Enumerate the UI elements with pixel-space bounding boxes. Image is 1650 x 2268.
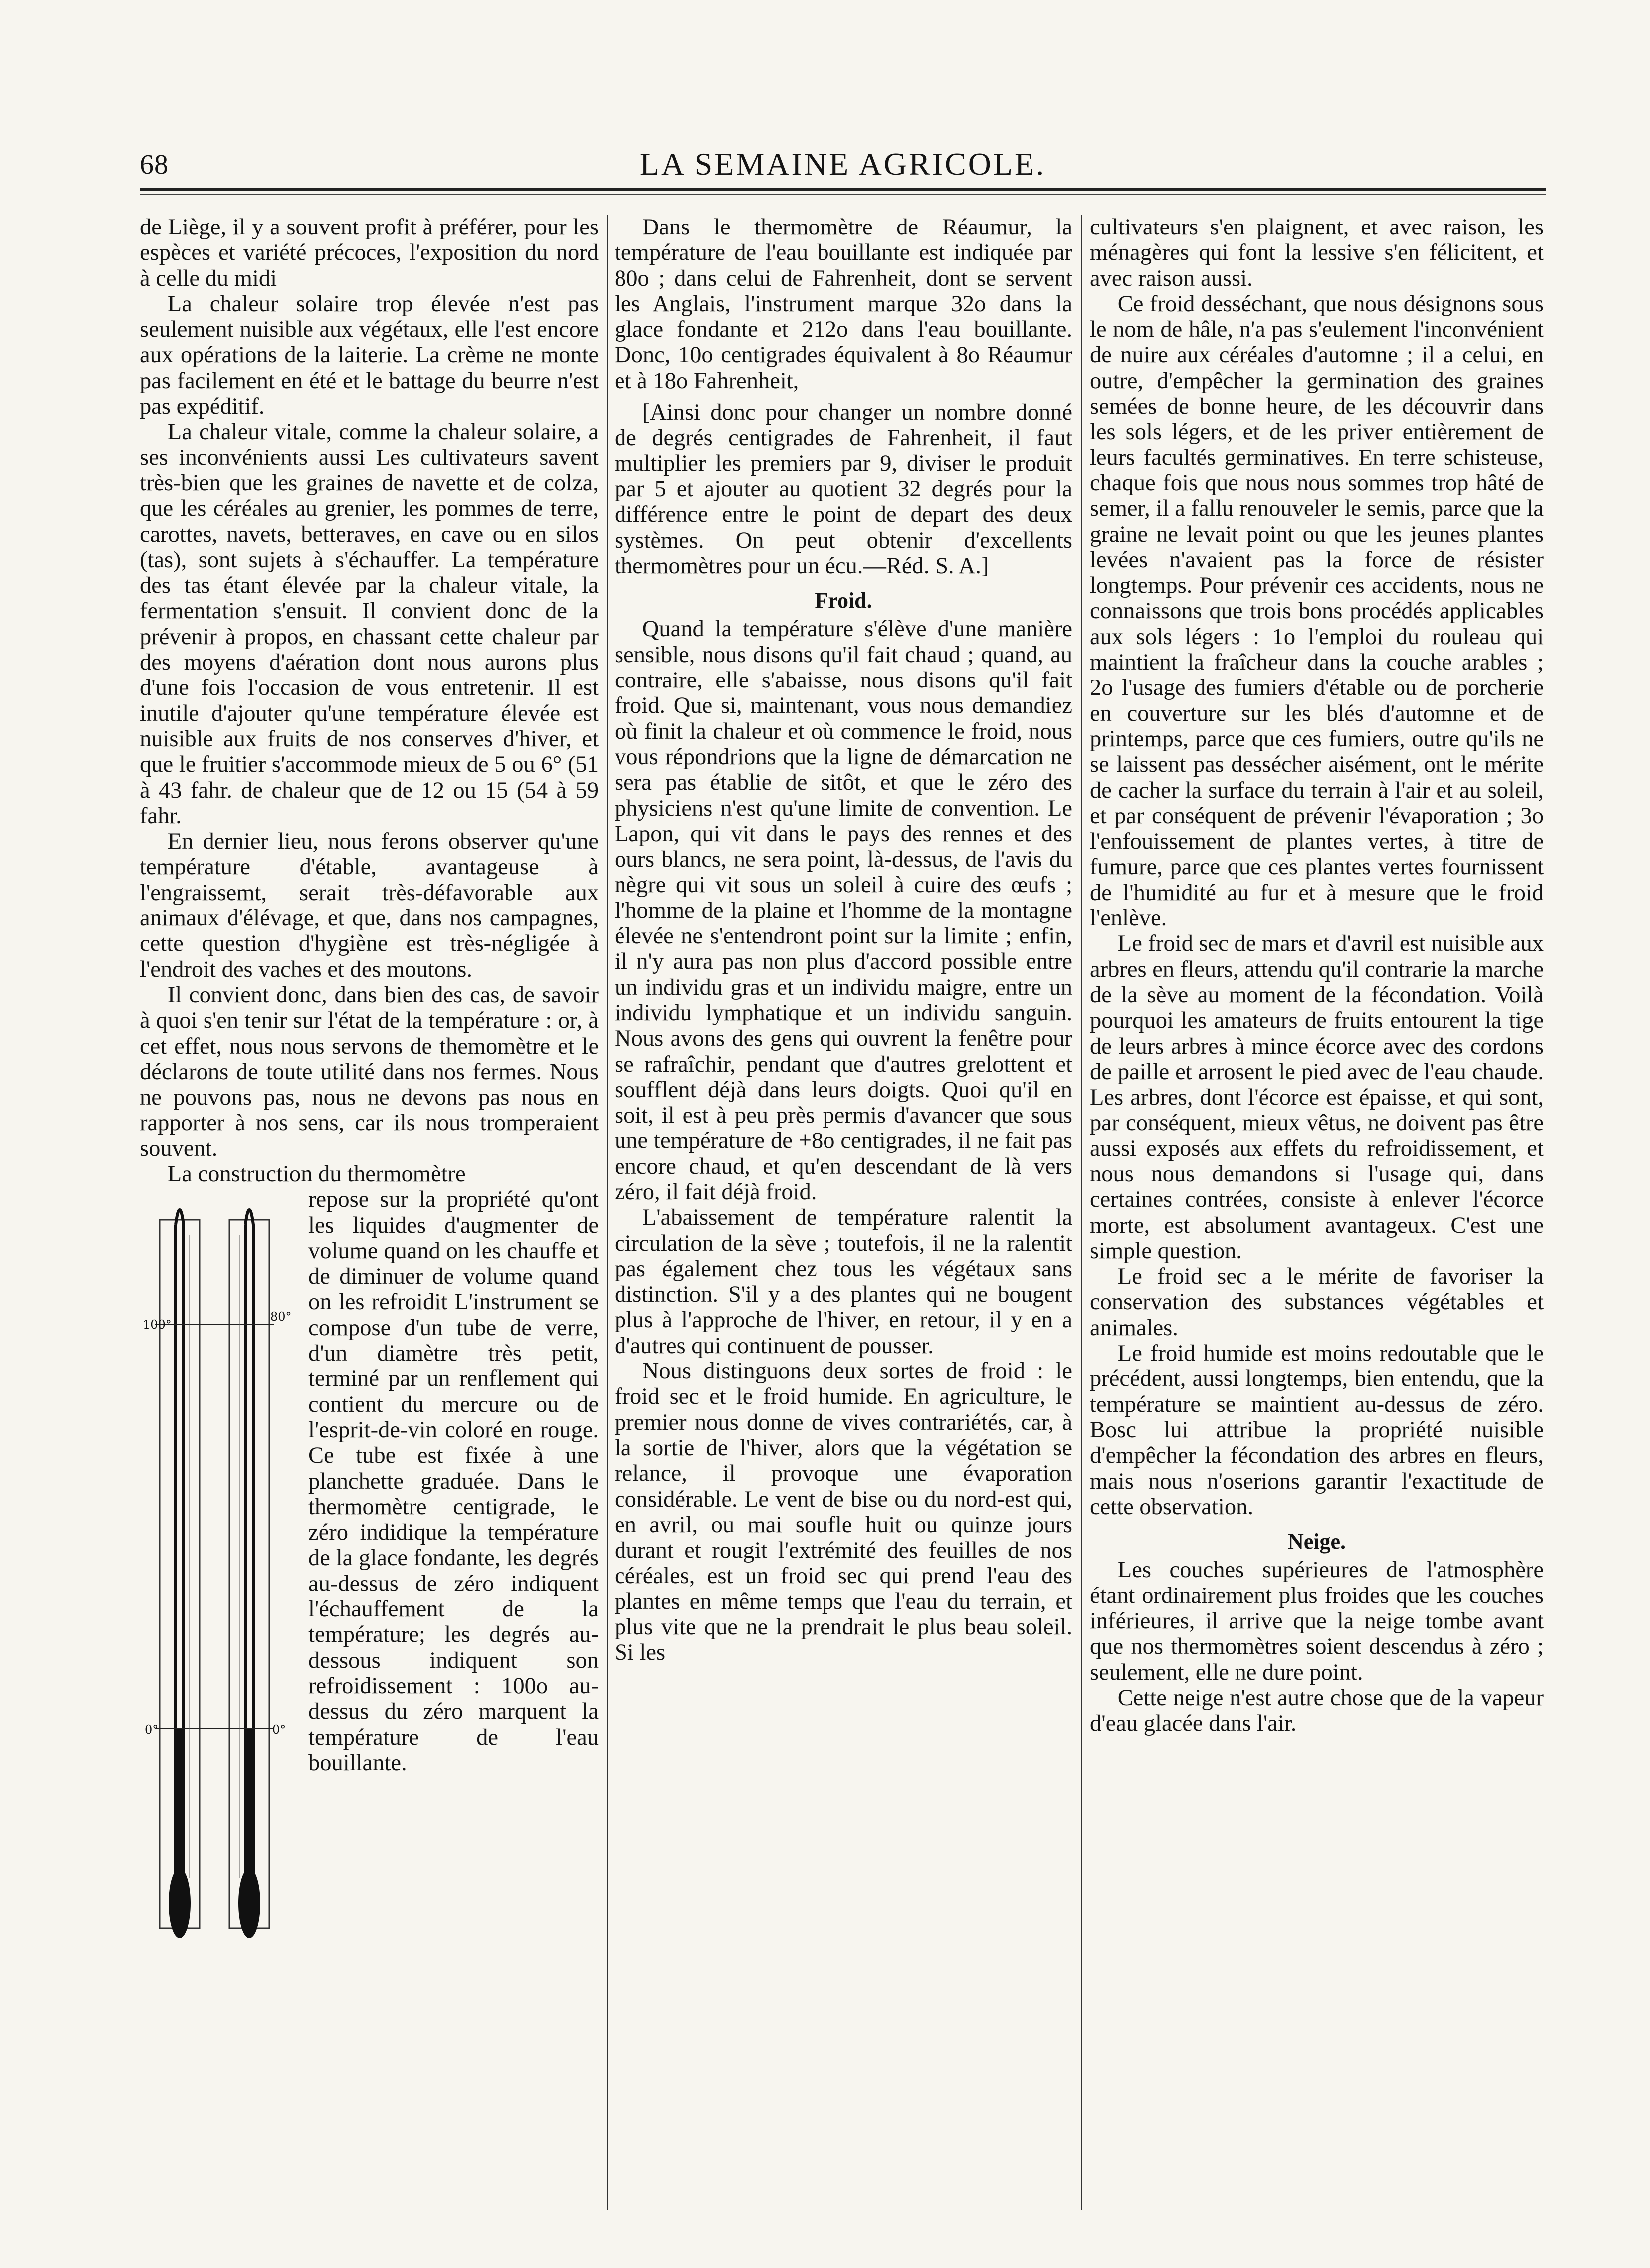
label-100: 100° [143,1318,172,1332]
paragraph: Le froid sec de mars et d'avril est nuisible aux arbres en fleurs, attendu qu'il contrarie la marche de la sève au moment de la fécondation. Voilà pourquoi les amateurs de fruits entourent la tige de leurs arbres à mince écorce avec des cordons de paille et arrosent le pied avec de l'eau chaude. Les arbres, dont l'écorce est épaisse, et qui sont, par conséquent, mieux vêtus, ne doivent pas être aussi exposés aux effets du refroidissement, et nous nous demandons si l'usage qui, dans certaines contrées, consiste à enlever l'écorce morte, est absolument avantageux. C'est une simple question. [1090,931,1544,1264]
column-1 [140,215,599,2210]
paragraph: Le froid humide est moins redoutable que le précédent, aussi longtemps, bien entendu, que la température se maintient au-dessus de zéro. Bosc lui attribue la propriété nuisible d'empêcher la fécondation des arbres en fleurs, mais nous n'oserions garantir l'exactitude de cette observation. [1090,1341,1544,1520]
thermometer-drawing [140,1190,299,1968]
paragraph: Quand la température s'élève d'une manière sensible, nous disons qu'il fait chaud ; quand, au contraire, elle s'abaisse, nous disons qu'il fait froid. Que si, maintenant, vous nous demandiez où finit la chaleur et où commence le froid, nous vous répondrions que la ligne de démarcation ne sera pas établie de sitôt, et que le zéro des physiciens n'est qu'une limite de convention. Le Lapon, qui vit dans le pays des rennes et des ours blancs, ne sera point, là-dessus, de l'avis du nègre qui vit sous un soleil à cuire des œufs ; l'homme de la plaine et l'homme de la montagne élevée ne s'entendront point sur la limite ; enfin, il n'y aura pas non plus d'accord possible entre un individu gras et un individu maigre, entre un individu lymphatique et un individu sanguin. Nous avons des gens qui ouvrent la fenêtre pour se rafraîchir, pendant que d'autres grelottent et soufflent déjà dans leurs doigts. Quoi qu'il en soit, il est à peu près permis d'avancer que sous une température de +8o centigrades, il ne fait pas encore chaud, et qu'en descendant de là vers zéro, il fait déjà froid. [615,616,1072,1205]
paragraph: Ce froid desséchant, que nous désignons sous le nom de hâle, n'a pas s'eulement l'inconvénient de nuire aux céréales d'automne ; il a celui, en outre, d'empêcher la germination des graines semées de bonne heure, de les découvrir dans les sols légers, et de les priver entièrement de leurs facultés germinatives. En terre schisteuse, chaque fois que nous nous sommes trop hâté de semer, il a fallu renouveler le semis, parce que la graine ne levait point ou que les jeunes plantes levées n'avaient pas la force de résister longtemps. Pour prévenir ces accidents, nous ne connaissons que trois bons procédés applicables aux sols légers : 1o l'emploi du rouleau qui maintient la fraîcheur dans la couche arables ; 2o l'usage des fumiers d'étable ou de porcherie en couverture sur les blés d'automne et de printemps, parce que ces fumiers, outre qu'ils ne se laissent pas dessécher aisément, ont le mérite de cacher la surface du terrain à l'air et au soleil, et par conséquent de prévenir l'évaporation ; 3o l'enfouissement de plantes vertes, à titre de fumure, parce que ces plantes vertes fournissent de l'humidité au fur et à mesure que le froid l'enlève. [1090,291,1544,931]
paragraph: La chaleur solaire trop élevée n'est pas seulement nuisible aux végétaux, elle l'est encore aux opérations de la laiterie. La crème ne monte pas facilement en été et le battage du beurre n'est pas expéditif. [140,291,599,420]
thermometer-illustration [140,1190,299,1968]
paragraph: cultivateurs s'en plaignent, et avec raison, les ménagères qui font la lessive s'en félicitent, et avec raison aussi. [1090,215,1544,291]
paragraph: L'abaissement de température ralentit la circulation de la sève ; toutefois, il ne la ralentit pas également chez tous les végétaux sans distinction. S'il y a des plantes qui ne bougent plus à l'approche de l'hiver, en retour, il y en a d'autres qui continuent de pousser. [615,1205,1072,1359]
label-zero-right: 0° [272,1723,286,1737]
column-2 [615,215,1072,2210]
header-rule [140,188,1546,191]
figure-wrap-text: repose sur la propriété qu'ont les liquides d'augmenter de volume quand on les chauffe et de diminuer de volume quand on les refroidit L'instrument se compose d'un tube de verre, d'un diamètre très petit, terminé par un renflement qui contient du mercure ou de l'esprit-de-vin coloré en rouge. Ce tube est fixée à une planchette graduée. Dans le thermomètre centigrade, le zéro indidique la température de la glace fondante, les degrés au-dessus de zéro indiquent l'échauffement de la température; les degrés au-dessous indiquent son refroidissement : 100o au-dessus du zéro marquent la température de l'eau bouillante. [308,1187,599,1776]
figure-intro: La construction du thermomètre [167,1161,466,1187]
paragraph: Les couches supérieures de l'atmosphère étant ordinairement plus froides que les couches inférieures, il arrive que la neige tombe avant que nos thermomètres soient descendus à zéro ; seulement, elle ne dure point. [1090,1557,1544,1685]
paragraph: Dans le thermomètre de Réaumur, la température de l'eau bouillante est indiquée par 80o ; dans celui de Fahrenheit, dont se servent les Anglais, l'instrument marque 32o dans la glace fondante et 212o dans l'eau bouillante. Donc, 10o centigrades équivalent à 8o Réaumur et à 18o Fahrenheit, [615,215,1072,394]
paragraph: de Liège, il y a souvent profit à préférer, pour les espèces et variété précoces, l'exposition du nord à celle du midi [140,215,599,291]
page-number: 68 [140,149,169,180]
label-zero-left: 0° [145,1723,159,1737]
column-divider [607,215,608,2210]
page-header [140,144,1546,189]
paragraph: Le froid sec a le mérite de favoriser la conservation des substances végétables et animales. [1090,1264,1544,1341]
section-heading-neige: Neige. [1287,1529,1346,1554]
paragraph: Nous distinguons deux sortes de froid : le froid sec et le froid humide. En agriculture, le premier nous donne de vives contrariétés, car, à la sortie de l'hiver, alors que la végétation se relance, il provoque une évaporation considérable. Le vent de bise ou du nord-est qui, en avril, ou mai soufle huit ou quinze jours durant et rougit l'extrémité des feuilles de nos céréales, est un froid sec qui prend l'eau des plantes en même temps que l'eau du terrain, et plus vite que ne la prendrait le plus beau soleil. Si les [615,1359,1072,1666]
label-80: 80° [270,1310,292,1324]
paragraph: La chaleur vitale, comme la chaleur solaire, a ses inconvénients aussi Les cultivateurs savent très-bien que les graines de navette et de colza, que les céréales au grenier, les pommes de terre, carottes, navets, betteraves, en cave ou en silos (tas), sont sujets à s'échauffer. La température des tas étant élevée par la chaleur vitale, la fermentation s'ensuit. Il convient donc de la prévenir à propos, en chassant cette chaleur par des moyens d'aération dont nous aurons plus d'une fois l'occasion de vous entretenir. Il est inutile d'ajouter qu'une température élevée est nuisible aux fruits de nos conserves d'hiver, et que le fruitier s'accommode mieux de 5 ou 6° (51 à 43 fahr. de chaleur que de 12 ou 15 (54 à 59 fahr. [140,419,599,829]
paragraph: En dernier lieu, nous ferons observer qu'une température d'étable, avantageuse à l'engraissemt, serait très-défavorable aux animaux d'élévage, et que, dans nos campagnes, cette question d'hygiène est très-négligée à l'endroit des vaches et des moutons. [140,829,599,982]
journal-title: LA SEMAINE AGRICOLE. [639,146,1046,182]
editor-note: [Ainsi donc pour changer un nombre donné de degrés centigrades de Fahrenheit, il faut multiplier les premiers par 9, diviser le produit par 5 et ajouter au quotient 32 degrés pour la différence entre le point de depart des deux systèmes. On peut obtenir d'excellents thermomètres pour un écu.—Réd. S. A.] [615,400,1072,579]
column-3 [1090,215,1544,2210]
paragraph: Il convient donc, dans bien des cas, de savoir à quoi s'en tenir sur l'état de la température : or, à cet effet, nous nous servons de themomètre et le déclarons de toute utilité dans nos fermes. Nous ne pouvons pas, nous ne devons pas nous en rapporter à nos sens, car ils nous tromperaient souvent. [140,982,599,1161]
paragraph: Cette neige n'est autre chose que de la vapeur d'eau glacée dans l'air. [1090,1685,1544,1737]
section-heading-froid: Froid. [815,588,872,613]
header-rule-thin [140,194,1546,195]
column-divider [1081,215,1082,2210]
